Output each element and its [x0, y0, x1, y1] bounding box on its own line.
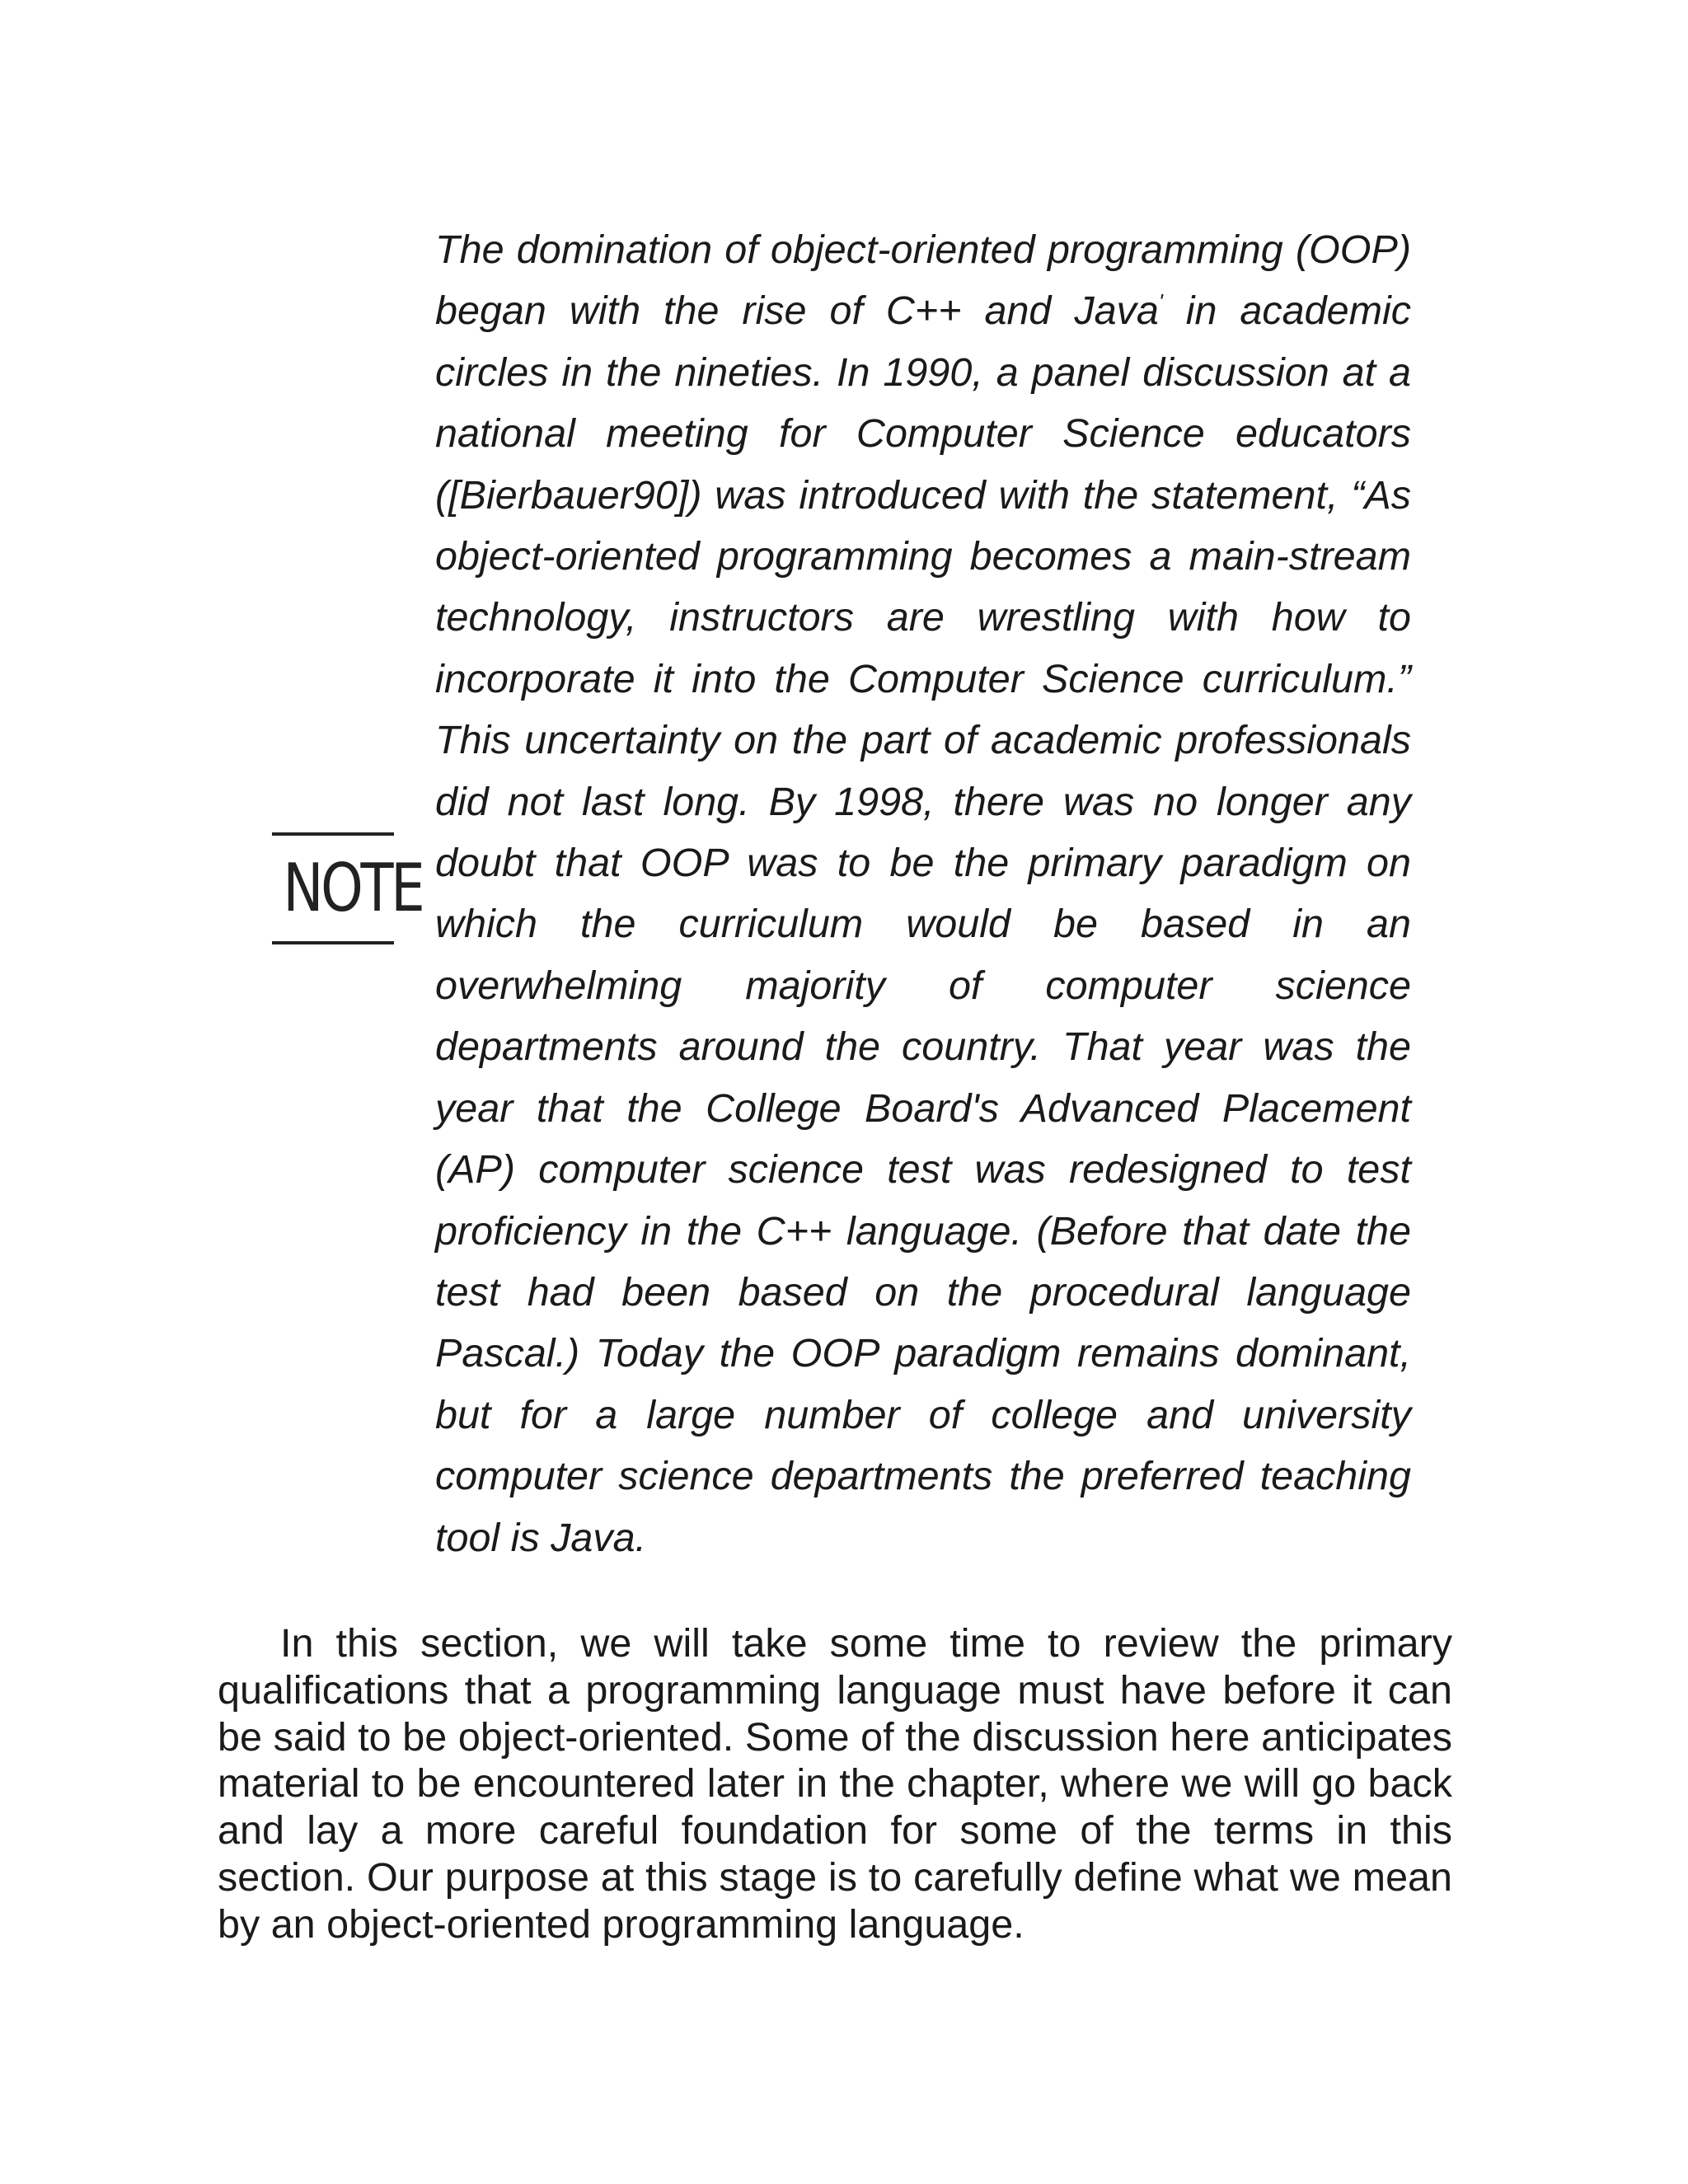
note-top-rule — [272, 832, 394, 836]
note-bottom-rule — [272, 941, 394, 944]
note-paragraph — [435, 219, 1411, 1568]
footnote-mark: ' — [1158, 289, 1163, 315]
body-paragraph: In this section, we will take some time to review the primary qualifications that a programming language must have before it can be said to be object-oriented. Some of the discussion here anticipates material to be encountered later in the chapter, where we will go back and lay a more careful foundation for some of the terms in this section. Our purpose at this stage is to carefully define what we mean by an object-oriented programming language. — [218, 1621, 1452, 1947]
note-text-rest: in academic circles in the nineties. In 1990, a panel discussion at a national meeting for Computer Science educators ([Bierbauer90]) was introduced with the statement, “As object-oriented programming becomes a main-stream technology, instructors are wrestling with how to incorporate it into the Computer Science curriculum.” This uncertainty on the part of academic professionals did not last long. By 1998, there was no longer any doubt that OOP was to be the primary paradigm on which the curriculum would be based in an overwhelming majority of computer science departments around the country. That year was the year that the College Board's Advanced Placement (AP) computer science test was redesigned to test proficiency in the C++ language. (Before that date the test had been based on the procedural language Pascal.) Today the OOP paradigm remains dominant, but for a large number of college and university computer science departments the preferred teaching tool is Java. — [435, 288, 1411, 1560]
note-text-start: The domination of object-oriented programming (OOP) began with the rise of C++ and Java — [435, 227, 1411, 334]
note-icon — [272, 832, 423, 944]
note-label: NOTE — [283, 850, 423, 926]
